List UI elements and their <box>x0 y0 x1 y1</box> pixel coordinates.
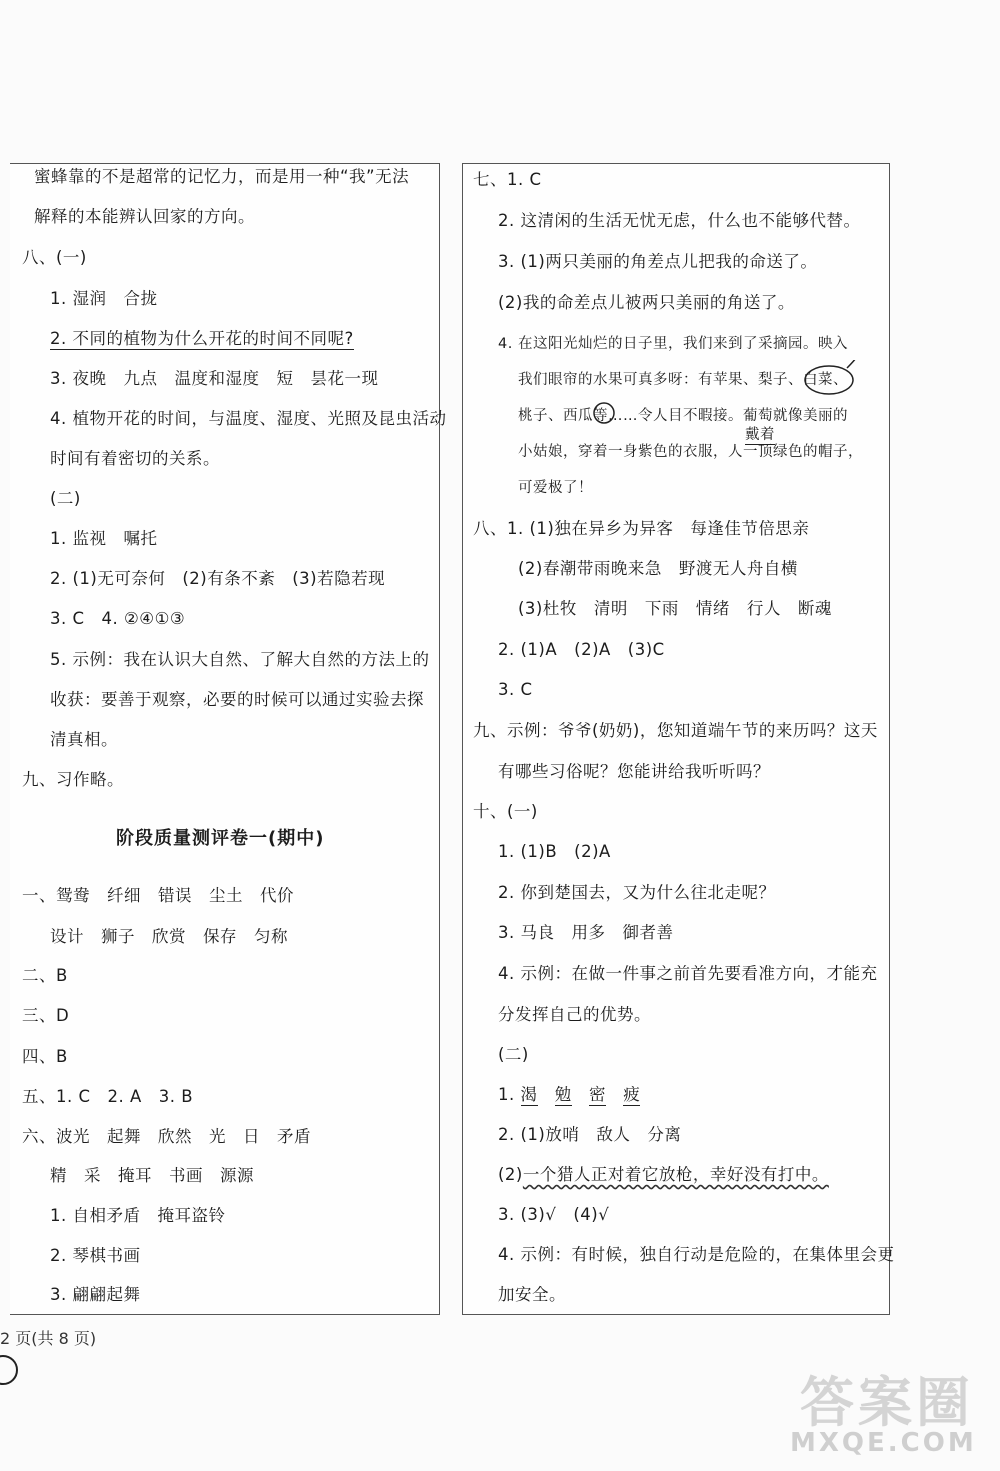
correction-annotation: 戴着 <box>745 427 775 443</box>
section-label: 八、(一) <box>22 248 87 267</box>
answer-line: 3. C <box>498 680 533 699</box>
answer-line: 时间有着密切的关系。 <box>50 449 220 468</box>
answer-line: 2. (1)无可奈何 (2)有条不紊 (3)若隐若现 <box>50 569 386 588</box>
answer-line: 4. 植物开花的时间，与温度、湿度、光照及昆虫活动 <box>50 409 447 428</box>
correction-circle-icon <box>801 360 861 400</box>
section-label: 十、(一) <box>473 802 538 821</box>
answer-line: 蜜蜂靠的不是超常的记忆力，而是用一种“我”无法 <box>34 167 410 186</box>
answer-line: 加安全。 <box>498 1285 566 1304</box>
answer-line: 3. C 4. ②④①③ <box>50 609 186 628</box>
underlined-word: 疲 <box>623 1085 641 1104</box>
right-answer-column <box>462 163 895 1315</box>
section-label: (二) <box>498 1045 529 1064</box>
answer-line: 1. 渴 勉 密 疲 <box>498 1085 641 1104</box>
answer-line: 1. 监视 嘱托 <box>50 529 158 548</box>
answer-line: (3)杜牧 清明 下雨 情绪 行人 断魂 <box>518 599 832 618</box>
answer-line: 六、波光 起舞 欣然 光 日 矛盾 <box>22 1127 311 1146</box>
answer-line: 2. 琴棋书画 <box>50 1246 141 1265</box>
answer-line: 收获：要善于观察，必要的时候可以通过实验去探 <box>50 690 424 709</box>
answer-line: 四、B <box>22 1047 68 1066</box>
answer-line: 1. 自相矛盾 掩耳盗铃 <box>50 1206 226 1225</box>
answer-line: 4. 在这阳光灿烂的日子里，我们来到了采摘园。映入 <box>498 336 848 352</box>
answer-line: 桃子、西瓜等……令人目不暇接。葡萄就像美丽的 <box>518 408 848 424</box>
answer-line: 分发挥自己的优势。 <box>498 1005 651 1024</box>
answer-line: (2)我的命差点儿被两只美丽的角送了。 <box>498 293 795 312</box>
answer-line: 有哪些习俗呢？您能讲给我听听吗？ <box>498 762 770 781</box>
underlined-word: 勉 <box>554 1085 572 1104</box>
page-badge-icon <box>0 1355 18 1385</box>
answer-line: 精 采 掩耳 书画 源源 <box>50 1166 254 1185</box>
section-label: (二) <box>50 489 81 508</box>
answer-line: 3. 翩翩起舞 <box>50 1285 141 1304</box>
answer-line: 解释的本能辨认回家的方向。 <box>34 207 255 226</box>
watermark-logo: 答案圈 <box>800 1371 974 1434</box>
wavy-underlined-answer: 一个猎人正对着它放枪，幸好没有打中。 <box>522 1165 829 1184</box>
underlined-word: 密 <box>589 1085 606 1104</box>
correction-circle-icon <box>591 400 617 426</box>
answer-line: 清真相。 <box>50 730 118 749</box>
answer-line: 我们眼帘的水果可真多呀：有苹果、梨子、白菜、 <box>518 372 848 388</box>
left-answer-column <box>10 163 447 1315</box>
answer-line: 2. (1)放哨 敌人 分离 <box>498 1125 682 1144</box>
answer-line: (2)春潮带雨晚来急 野渡无人舟自横 <box>518 559 798 578</box>
answer-line: 1. 湿润 合拢 <box>50 289 158 308</box>
answer-line: 2. 你到楚国去，又为什么往北走呢？ <box>498 883 776 902</box>
answer-line: 4. 示例：在做一件事之前首先要看准方向，才能充 <box>498 964 878 983</box>
answer-line: 小姑娘，穿着一身紫色的衣服，人一顶绿色的帽子， <box>518 444 863 460</box>
answer-line: 八、1. (1)独在异乡为异客 每逢佳节倍思亲 <box>473 519 810 538</box>
section-label: 九、习作略。 <box>22 770 124 789</box>
answer-line: 一、鸳鸯 纤细 错误 尘土 代价 <box>22 886 294 905</box>
answer-line: 三、D <box>22 1006 70 1025</box>
answer-line <box>50 328 354 350</box>
answer-line: 1. (1)B (2)A <box>498 842 611 861</box>
answer-line: 4. 示例：有时候，独自行动是危险的，在集体里会更 <box>498 1245 895 1264</box>
answer-line: 3. (3)√ (4)√ <box>498 1205 610 1224</box>
answer-line: (2)一个猎人正对着它放枪，幸好没有打中。 <box>498 1165 829 1184</box>
answer-line: 设计 狮子 欣赏 保存 匀称 <box>50 927 288 946</box>
answer-line: 3. 马良 用多 御者善 <box>498 923 674 942</box>
answer-line: 2. (1)A (2)A (3)C <box>498 640 665 659</box>
answer-line: 二、B <box>22 966 68 985</box>
watermark-url: MXQE.COM <box>790 1428 977 1458</box>
answer-line: 2. 这清闲的生活无忧无虑，什么也不能够代替。 <box>498 211 861 230</box>
answer-line: 3. (1)两只美丽的角差点儿把我的命送了。 <box>498 252 818 271</box>
section-heading: 阶段质量测评卷一(期中) <box>116 828 325 849</box>
underlined-word: 渴 <box>520 1085 538 1104</box>
answer-line: 七、1. C <box>473 170 542 189</box>
answer-line: 五、1. C 2. A 3. B <box>22 1087 194 1106</box>
answer-line: 可爱极了！ <box>518 480 593 496</box>
page-number: 2 页(共 8 页) <box>0 1329 97 1348</box>
answer-line: 九、示例：爷爷(奶奶)，您知道端午节的来历吗？这天 <box>473 721 878 740</box>
answer-line: 3. 夜晚 九点 温度和湿度 短 昙花一现 <box>50 369 379 388</box>
underlined-answer: 2. 不同的植物为什么开花的时间不同呢? <box>50 329 354 348</box>
answer-line: 5. 示例：我在认识大自然、了解大自然的方法上的 <box>50 650 430 669</box>
